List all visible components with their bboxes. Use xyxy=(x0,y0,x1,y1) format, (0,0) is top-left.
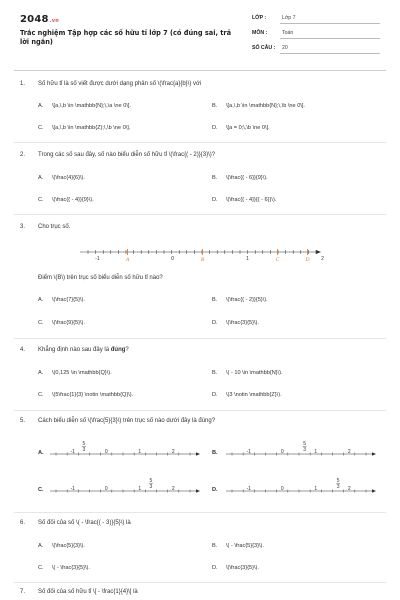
question-text: Trong các số sau đây, số nào biểu diễn số hữu tỉ \(\frac{( - 2)}{3}\)? xyxy=(38,152,216,158)
meta-underline xyxy=(280,38,380,39)
option-text: \(\frac{3}{5}\). xyxy=(226,565,259,571)
option-letter: B. xyxy=(212,543,218,549)
option-letter: C. xyxy=(38,392,44,398)
question-number: 4. xyxy=(20,347,26,353)
tick-label: -1 xyxy=(70,449,75,456)
q1-option-d[interactable] xyxy=(212,125,270,131)
fraction-numerator: 5 xyxy=(149,478,153,484)
q6-option-b[interactable] xyxy=(212,543,264,549)
fraction-numerator: 5 xyxy=(82,441,86,447)
option-text: \[a,\,b \in \mathbb{Z};\,\b \ne 0\]. xyxy=(52,125,131,131)
option-text: \(\frac{5}{3}\). xyxy=(52,543,85,549)
document-title: Trắc nghiệm Tập hợp các số hữu tỉ lớp 7 (có đúng sai, trả lời ngắn) xyxy=(20,29,232,46)
option-letter: B. xyxy=(212,103,218,109)
q5-number-line-a xyxy=(50,440,200,462)
question-divider xyxy=(14,582,386,583)
tick-label: 2 xyxy=(171,449,175,456)
option-text: \(\frac{7}{5}\). xyxy=(52,297,85,303)
question-number: 6. xyxy=(20,520,26,526)
question-3-subtext: Điểm \(B\) trên trục số biểu diễn số hữu tỉ nào? xyxy=(38,275,163,281)
option-letter: C. xyxy=(38,197,44,203)
option-text: \( - 10 \in \mathbb{N}\). xyxy=(226,370,283,376)
option-text: \( - \frac{3}{5}\). xyxy=(52,565,90,571)
option-text: \(\frac{{ - 6}}{9}\). xyxy=(226,175,268,181)
q5-number-line-d xyxy=(226,477,376,499)
site-logo[interactable] xyxy=(20,14,59,25)
q5-option-d[interactable] xyxy=(212,487,226,493)
point-label: A xyxy=(125,257,130,263)
option-letter: C. xyxy=(38,320,44,326)
tick-label: 0 xyxy=(104,449,108,456)
question-text: Số đối của số \( - \frac{( - 3)}{5}\) là xyxy=(38,520,131,526)
question-3 xyxy=(20,224,70,230)
option-text: \(3 \notin \mathbb{Z}\). xyxy=(226,392,282,398)
question-emphasis: đúng xyxy=(110,347,126,353)
q5-option-b[interactable] xyxy=(212,450,226,456)
meta-class xyxy=(252,14,380,24)
question-number: 5. xyxy=(20,418,26,424)
question-text-end: ? xyxy=(125,347,129,353)
question-6 xyxy=(20,520,131,526)
meta-label: SỐ CÂU : xyxy=(252,45,276,51)
option-letter: D. xyxy=(212,565,218,571)
tick-label: 2 xyxy=(171,486,175,493)
question-divider xyxy=(14,512,386,513)
tick-label: 1 xyxy=(246,256,249,262)
point-label: D xyxy=(305,257,310,263)
question-number: 1. xyxy=(20,81,26,87)
question-1 xyxy=(20,81,201,87)
meta-value: 20 xyxy=(282,45,288,51)
option-text: \(0,125 \in \mathbb{Q}\). xyxy=(52,370,112,376)
question-divider xyxy=(14,214,386,215)
option-text: \[a,\,b \in \mathbb{N};\,\a \ne 0\]. xyxy=(52,103,131,109)
option-text: \[a = 0;\,\b \ne 0\]. xyxy=(226,125,270,131)
option-text: \(\frac{{ - 4}}{{ - 6}}\). xyxy=(226,197,277,203)
option-text: \[a,\,b \in \mathbb{N};\,\b \ne 0\]. xyxy=(226,103,305,109)
question-4 xyxy=(20,347,129,353)
option-letter: B. xyxy=(212,450,218,456)
q3-option-c[interactable] xyxy=(38,320,85,326)
q6-option-a[interactable] xyxy=(38,543,85,549)
option-text: \(\frac{9}{5}\). xyxy=(52,320,85,326)
option-letter: A. xyxy=(38,450,44,456)
axis-arrow xyxy=(372,489,376,493)
option-letter: D. xyxy=(212,320,218,326)
question-text: Cách biểu diễn số \(\frac{5}{3}\) trên trục số nào dưới đây là đúng? xyxy=(38,418,216,424)
q2-option-b[interactable] xyxy=(212,175,268,181)
number-line-q3 xyxy=(80,240,330,264)
axis-arrow xyxy=(196,452,200,456)
tick-label: -1 xyxy=(246,449,251,456)
meta-value: Toán xyxy=(282,30,294,36)
axis-arrow xyxy=(372,452,376,456)
q3-option-a[interactable] xyxy=(38,297,85,303)
meta-count xyxy=(252,44,380,54)
option-text: \( - \frac{5}{3}\). xyxy=(226,543,264,549)
q4-option-d[interactable] xyxy=(212,392,282,398)
option-letter: D. xyxy=(212,125,218,131)
tick-label: 2 xyxy=(347,449,351,456)
q4-option-c[interactable] xyxy=(38,392,133,398)
question-number: 7. xyxy=(20,589,26,595)
logo-suffix: .vn xyxy=(49,18,59,24)
question-text: Số đối của số hữu tỉ \[ - \frac{1}{4}\] là xyxy=(38,589,138,595)
tick-label: 2 xyxy=(321,256,324,262)
meta-underline xyxy=(280,53,380,54)
tick-label: 0 xyxy=(104,486,108,493)
question-number: 3. xyxy=(20,224,26,230)
option-text: \(5\frac{1}{3} \notin \mathbb{Q}\). xyxy=(52,392,134,398)
fraction-denominator: 3 xyxy=(82,447,86,453)
option-letter: A. xyxy=(38,370,44,376)
option-letter: A. xyxy=(38,543,44,549)
q6-option-d[interactable] xyxy=(212,565,259,571)
question-7 xyxy=(20,589,138,595)
q3-option-d[interactable] xyxy=(212,320,259,326)
fraction-denominator: 3 xyxy=(303,447,306,453)
option-letter: D. xyxy=(212,487,218,493)
question-5 xyxy=(20,418,215,424)
question-number: 2. xyxy=(20,152,26,158)
fraction-numerator: 5 xyxy=(303,441,306,447)
q6-option-c[interactable] xyxy=(38,565,90,571)
tick-label: 1 xyxy=(138,449,142,456)
q2-option-a[interactable] xyxy=(38,175,85,181)
option-letter: D. xyxy=(212,197,218,203)
q2-option-d[interactable] xyxy=(212,197,276,203)
logo-main: 2048 xyxy=(20,14,49,25)
q3-option-b[interactable] xyxy=(212,297,268,303)
q1-option-b[interactable] xyxy=(212,103,305,109)
fraction-numerator: 5 xyxy=(336,478,340,484)
question-divider xyxy=(14,338,386,339)
question-text: Số hữu tỉ là số viết được dưới dạng phân số \(\frac{a}{b}\) với xyxy=(38,81,202,87)
option-letter: C. xyxy=(38,487,44,493)
q1-option-c[interactable] xyxy=(38,125,130,131)
tick-label: 0 xyxy=(171,256,174,262)
meta-value: Lớp 7 xyxy=(282,15,296,21)
option-text: \(\frac{4}{6}\). xyxy=(52,175,85,181)
question-divider xyxy=(14,142,386,143)
tick-label: 1 xyxy=(314,449,318,456)
tick-label: 2 xyxy=(347,486,351,493)
tick-label: 0 xyxy=(280,449,284,456)
option-letter: C. xyxy=(38,125,44,131)
meta-label: LỚP : xyxy=(252,15,267,21)
header-divider xyxy=(14,70,386,71)
q5-number-line-b xyxy=(226,440,376,462)
option-letter: A. xyxy=(38,175,44,181)
meta-subject xyxy=(252,29,380,39)
question-text: Khẳng định nào sau đây là xyxy=(38,347,111,353)
question-divider xyxy=(14,410,386,411)
option-letter: C. xyxy=(38,565,44,571)
q5-number-line-c xyxy=(50,477,200,499)
axis-arrow xyxy=(196,489,200,493)
q1-option-a[interactable] xyxy=(38,103,131,109)
q4-option-b[interactable] xyxy=(212,370,283,376)
question-2 xyxy=(20,152,215,158)
option-letter: B. xyxy=(212,370,218,376)
question-text: Cho trục số. xyxy=(38,224,71,230)
tick-label: 0 xyxy=(280,486,284,493)
q4-option-a[interactable] xyxy=(38,370,112,376)
axis-arrow xyxy=(316,250,321,254)
option-text: \(\frac{3}{5}\). xyxy=(226,320,259,326)
option-letter: A. xyxy=(38,297,44,303)
page-header xyxy=(0,0,400,68)
tick-label: 1 xyxy=(314,486,318,493)
option-letter: B. xyxy=(212,297,218,303)
tick-label: -1 xyxy=(70,486,75,493)
option-letter: A. xyxy=(38,103,44,109)
point-label: B xyxy=(200,257,205,263)
meta-underline xyxy=(280,23,380,24)
option-text: \(\frac{{ - 2}}{5}\). xyxy=(226,297,268,303)
q2-option-c[interactable] xyxy=(38,197,94,203)
tick-label: -1 xyxy=(246,486,251,493)
tick-label: -1 xyxy=(95,256,100,262)
option-letter: B. xyxy=(212,175,218,181)
option-letter: D. xyxy=(212,392,218,398)
meta-label: MÔN : xyxy=(252,30,268,36)
point-label: C xyxy=(275,257,280,263)
option-text: \(\frac{{ - 4}}{9}\). xyxy=(52,197,94,203)
fraction-denominator: 3 xyxy=(336,484,340,490)
fraction-denominator: 3 xyxy=(149,484,153,490)
tick-label: 1 xyxy=(138,486,142,493)
